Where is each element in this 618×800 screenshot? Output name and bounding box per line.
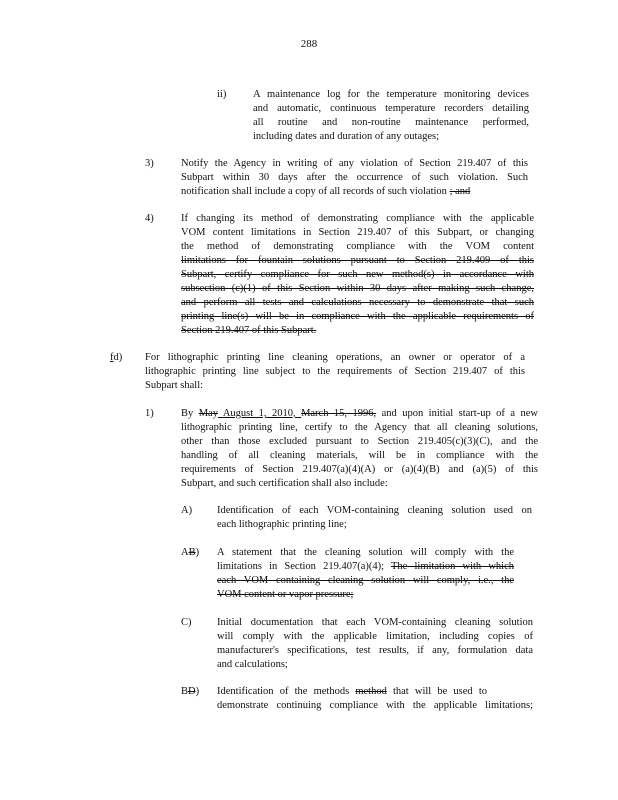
text-line: handling of all cleaning materials, will be in compliance with the — [181, 450, 538, 461]
text-line: each lithographic printing line; — [217, 519, 347, 530]
text-line: Notify the Agency in writing of any violation of Section 219.407 of this — [181, 158, 528, 169]
deleted-line: subsection (c)(1) of this Section within 30 days after making such change, — [181, 283, 534, 294]
item-A-label: A) — [181, 505, 193, 516]
page-number: 288 — [300, 38, 318, 50]
item-D-label: BD) — [181, 686, 200, 697]
text-line: Subpart shall: — [145, 380, 204, 391]
deleted-text: The limitation with which — [391, 561, 515, 572]
text-line: By May August 1, 2010, March 15, 1996, and upon initial start-up of a new — [181, 408, 538, 419]
item-d1-text — [181, 407, 538, 491]
text-line: limitations in Section 219.407(a)(4); The limitation with which — [217, 561, 515, 572]
item-3-label: 3) — [145, 158, 154, 169]
deleted-text: May — [198, 408, 218, 419]
deleted-line: printing line(s) will be in compliance with the applicable requirements of — [181, 311, 534, 322]
text-line: and automatic, continuous temperature recorders detailing — [253, 103, 529, 114]
text-line: including dates and duration of any outages; — [253, 131, 440, 142]
inserted-text: August 1, 2010, — [217, 408, 302, 419]
text-line: notification shall include a copy of all records of such violation ; and — [181, 186, 471, 197]
deleted-text: B — [188, 547, 196, 558]
text-line: other than those excluded pursuant to Section 219.405(c)(3)(C), and the — [181, 436, 538, 447]
item-B-text — [217, 546, 514, 602]
item-d1-label: 1) — [145, 408, 154, 419]
text-line: Subpart within 30 days after the occurrence of such violation. Such — [181, 172, 528, 183]
deleted-text: March 15, 1996, — [301, 408, 377, 419]
inserted-text: f — [110, 352, 114, 363]
deleted-line: limitations for fountain solutions pursuant to Section 219.409 of this — [181, 255, 534, 266]
text-line: the method of demonstrating compliance with the VOM content — [181, 241, 534, 252]
item-D-text — [217, 685, 533, 713]
item-d-label: fd) — [110, 352, 123, 363]
text-line: Identification of each VOM-containing cleaning solution used on — [217, 505, 532, 516]
text-line: manufacturer's specifications, test results, if any, formulation data — [217, 645, 533, 656]
item-B-label: AB) — [181, 547, 200, 558]
item-d-text — [145, 351, 525, 393]
text-line: all routine and non-routine maintenance performed, — [253, 117, 529, 128]
text-line: A statement that the cleaning solution will comply with the — [217, 547, 514, 558]
text-line: lithographic printing line subject to the requirements of Section 219.407 of this — [145, 366, 525, 377]
item-A-text — [217, 504, 532, 532]
deleted-text: D — [188, 686, 196, 697]
text-line: A maintenance log for the temperature monitoring devices — [253, 89, 529, 100]
text-line: and calculations; — [217, 659, 288, 670]
text-line: Initial documentation that each VOM-containing cleaning solution — [217, 617, 533, 628]
deleted-line: VOM content or vapor pressure; — [217, 589, 354, 600]
text-line: Identification of the methods method that will be used to — [217, 686, 487, 697]
deleted-line: each VOM containing cleaning solution will comply, i.e., the — [217, 575, 514, 586]
text-line: requirements of Section 219.407(a)(4)(A) or (a)(4)(B) and (a)(5) of this — [181, 464, 538, 475]
text-line: lithographic printing line, certify to the Agency that all cleaning solutions, — [181, 422, 538, 433]
item-4-label: 4) — [145, 213, 154, 224]
item-C-text — [217, 616, 533, 672]
deleted-text: method — [355, 686, 387, 697]
text-line: For lithographic printing line cleaning operations, an owner or operator of a — [145, 352, 525, 363]
text-line: demonstrate continuing compliance with the applicable limitations; — [217, 700, 533, 711]
item-3-text — [181, 157, 528, 199]
text-line: VOM content limitations in Section 219.407 of this Subpart, or changing — [181, 227, 534, 238]
deleted-line: and perform all tests and calculations necessary to demonstrate that such — [181, 297, 534, 308]
item-ii-text — [253, 88, 529, 144]
text-line: If changing its method of demonstrating compliance with the applicable — [181, 213, 534, 224]
deleted-line: Section 219.407 of this Subpart. — [181, 325, 317, 336]
item-C-label: C) — [181, 617, 192, 628]
text-line: will comply with the applicable limitation, including copies of — [217, 631, 533, 642]
deleted-text: ; and — [449, 186, 471, 197]
item-4-text — [181, 212, 534, 338]
deleted-line: Subpart, certify compliance for such new method(s) in accordance with — [181, 269, 534, 280]
item-ii-label: ii) — [217, 89, 227, 100]
text-line: Subpart, and such certification shall also include: — [181, 478, 388, 489]
